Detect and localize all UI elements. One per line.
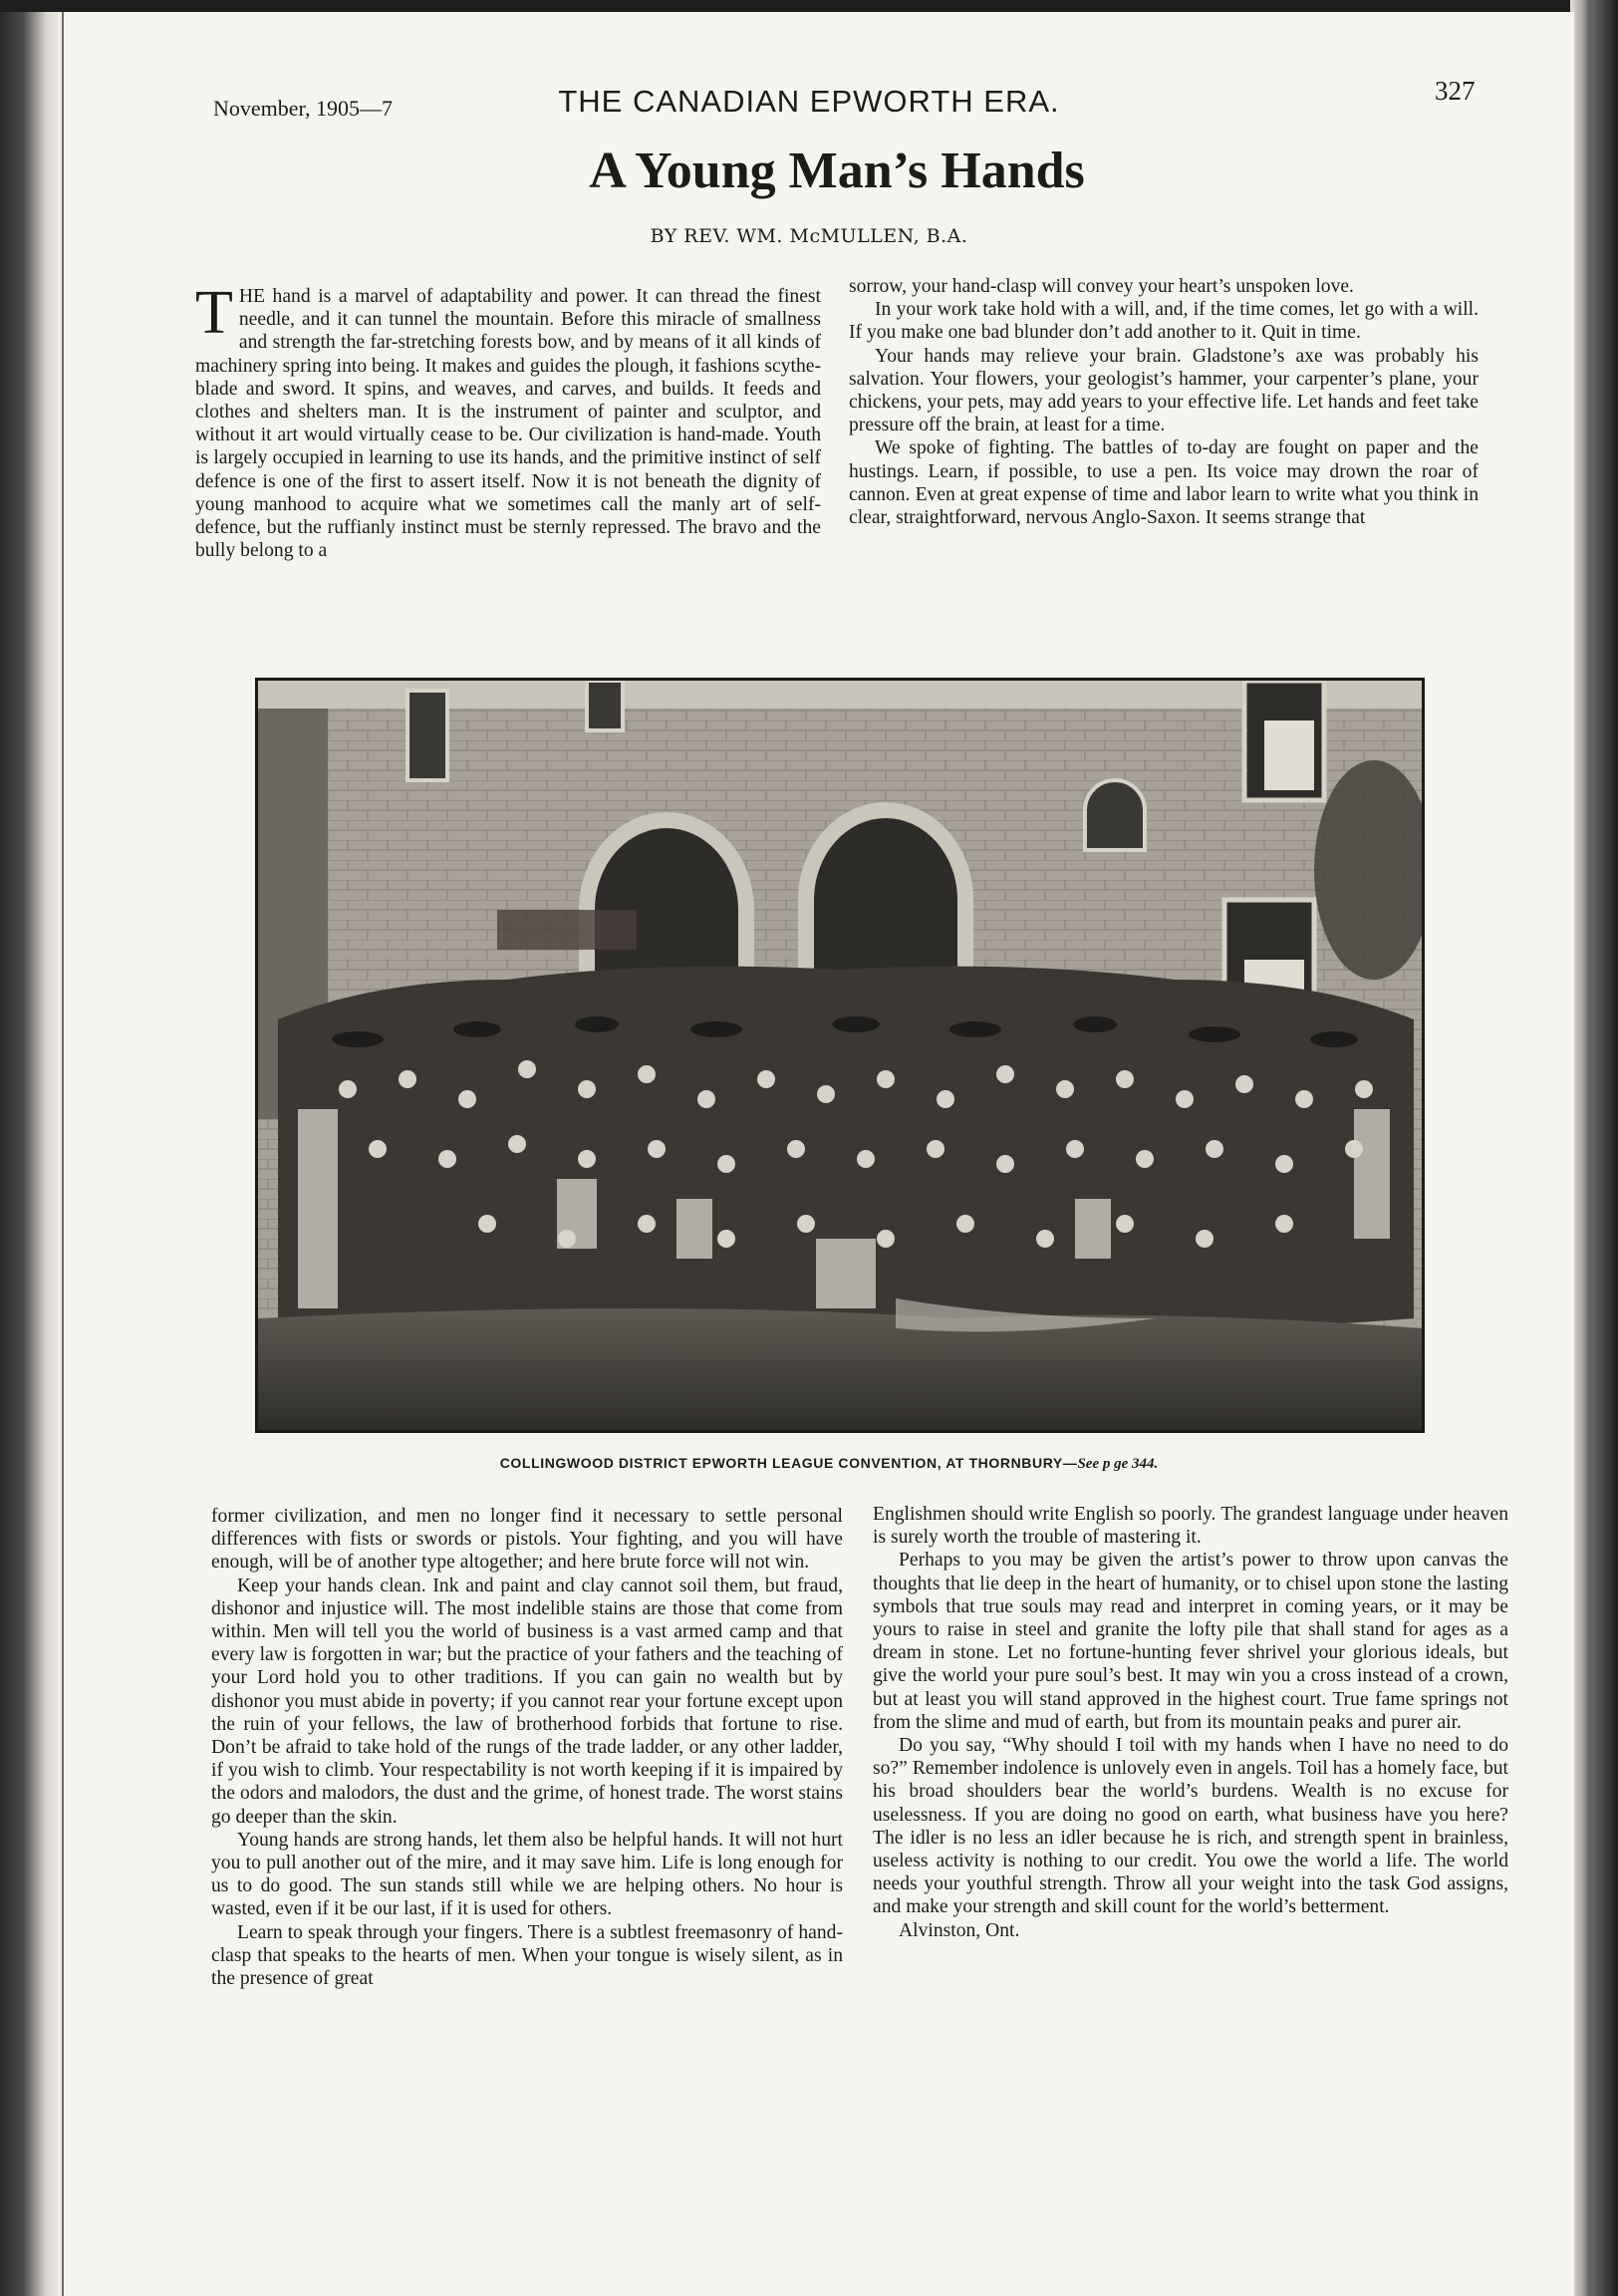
column-top-right xyxy=(849,275,1479,529)
paragraph: Your hands may relieve your brain. Gladstone’s axe was probably his salvation. Your flowers, your geologist’s hammer, your carpenter’s plane, your chickens, your pets, may add years to your effective life. Let hands and feet take pressure off the brain, at least for a time. xyxy=(849,345,1479,436)
paragraph: Perhaps to you may be given the artist’s power to throw upon canvas the thoughts that lie deep in the heart of humanity, or to chisel upon stone the lasting symbols that true souls may read and interpret in coming years, or it may be yours to raise in steel and granite the lofty pile that shall stand for ages as a dream in stone. Let no fortune-hunting fever shrivel your glorious ideals, but give the world your pure soul’s best. It may win you a cross instead of a crown, but at least you will stand approved in the highest court. True fame springs not from the slime and mud of earth, but from its mountain peaks and purer air. xyxy=(873,1550,1508,1733)
magazine-title: THE CANADIAN EPWORTH ERA. xyxy=(558,84,1060,119)
caption-text: COLLINGWOOD DISTRICT EPWORTH LEAGUE CONVENTION, AT THORNBURY— xyxy=(499,1455,1078,1471)
page-number: 327 xyxy=(1435,76,1476,106)
article-title: A Young Man’s Hands xyxy=(589,143,1085,199)
paragraph: Young hands are strong hands, let them also be helpful hands. It will not hurt you to pull another out of the mire, and it may save him. Life is long enough for us to do good. The sun stands still while we are helping others. No hour is wasted, even if it be our last, if it is used for others. xyxy=(211,1829,843,1920)
paragraph: Keep your hands clean. Ink and paint and clay cannot soil them, but fraud, dishonor and injustice will. The most indelible stains are those that come from within. Men will tell you the world of business is a vast armed camp and that every law is forgotten in war; but the practice of your fathers and the teaching of your Lord hold you to other traditions. If you can gain no wealth but by dishonor you must abide in poverty; if you cannot rear your fortune except upon the ruin of your fellows, the law of brotherhood forbids that fortune to rise. Don’t be afraid to take hold of the rungs of the trade ladder, or any other ladder, if you wish to climb. Your respectability is not worth keeping if it is impaired by the odors and malodors, the dust and the grime, of honest trade. The worst stains go deeper than the skin. xyxy=(211,1575,843,1828)
column-top-left xyxy=(195,279,821,562)
column-bottom-left xyxy=(211,1505,843,1990)
drop-cap: T xyxy=(195,279,233,347)
paragraph: former civilization, and men no longer find it necessary to settle personal differences with fists or swords or pistols. Your fighting, and you will have enough, will be of another type altogether; and here brute force will not win. xyxy=(211,1506,843,1574)
paragraph-text: HE hand is a marvel of adaptability and power. It can thread the finest needle, and it can tunnel the mountain. Before this miracle of smallness and strength the far-stretching forests bow, and by means of it all kinds of machinery spring into being. It makes and guides the plough, it fashions scythe-blade and sword. It spins, and weaves, and carves, and builds. It feeds and clothes and shelters man. It is the instrument of painter and sculptor, and without it art would virtually cease to be. Our civilization is hand-made. Youth is largely occupied in learning to use its hands, and the primitive instinct of self defence is one of the first to assert itself. Now it is not beneath the dignity of young manhood to acquire what we sometimes call the manly art of self-defence, but the ruffianly instinct must be sternly repressed. The bravo and the bully belong to a xyxy=(195,286,821,562)
column-bottom-right xyxy=(873,1503,1508,1942)
paragraph: Learn to speak through your fingers. There is a subtlest freemasonry of hand-clasp that speaks to the hearts of men. When your tongue is wisely silent, as in the presence of great xyxy=(211,1921,843,1990)
scan-left-edge xyxy=(0,0,58,2296)
paragraph xyxy=(195,279,821,562)
scan-right-edge xyxy=(1590,0,1618,2296)
paragraph: We spoke of fighting. The battles of to-day are fought on paper and the hustings. Learn, if possible, to use a pen. Its voice may drown the roar of cannon. Even at great expense of time and labor learn to write what you think in clear, straightforward, nervous Anglo-Saxon. It seems strange that xyxy=(849,437,1479,529)
paragraph: Englishmen should write English so poorly. The grandest language under heaven is surely worth the trouble of mastering it. xyxy=(873,1504,1508,1549)
scan-top-edge xyxy=(0,0,1618,12)
photo-caption xyxy=(0,1455,1618,1473)
paragraph: sorrow, your hand-clasp will convey your heart’s unspoken love. xyxy=(849,276,1354,297)
article-byline: BY REV. WM. McMULLEN, B.A. xyxy=(650,225,968,247)
signoff: Alvinston, Ont. xyxy=(899,1919,1020,1941)
paragraph: In your work take hold with a will, and, if the time comes, let go with a will. If you make one bad blunder don’t add another to it. Quit in time. xyxy=(849,299,1479,344)
caption-page-reference: See p ge 344. xyxy=(1077,1456,1159,1472)
paragraph: Do you say, “Why should I toil with my hands when I have no need to do so?” Remember indolence is unlovely even in angels. Toil has a homely face, but his broad shoulders bear the world’s burdens. Wealth is no excuse for uselessness. If you are doing no good on earth, what business have you here? The idler is no less an idler because he is rich, and strength spent in brainless, useless activity is nothing to our credit. You owe the world a life. The world needs your youthful strength. Throw all your weight into the task God assigns, and make your strength and skill count for the world’s betterment. xyxy=(873,1735,1508,1918)
convention-group-photo xyxy=(255,678,1425,1433)
group-photo-illustration xyxy=(258,681,1422,1430)
header-date: November, 1905—7 xyxy=(213,96,393,121)
